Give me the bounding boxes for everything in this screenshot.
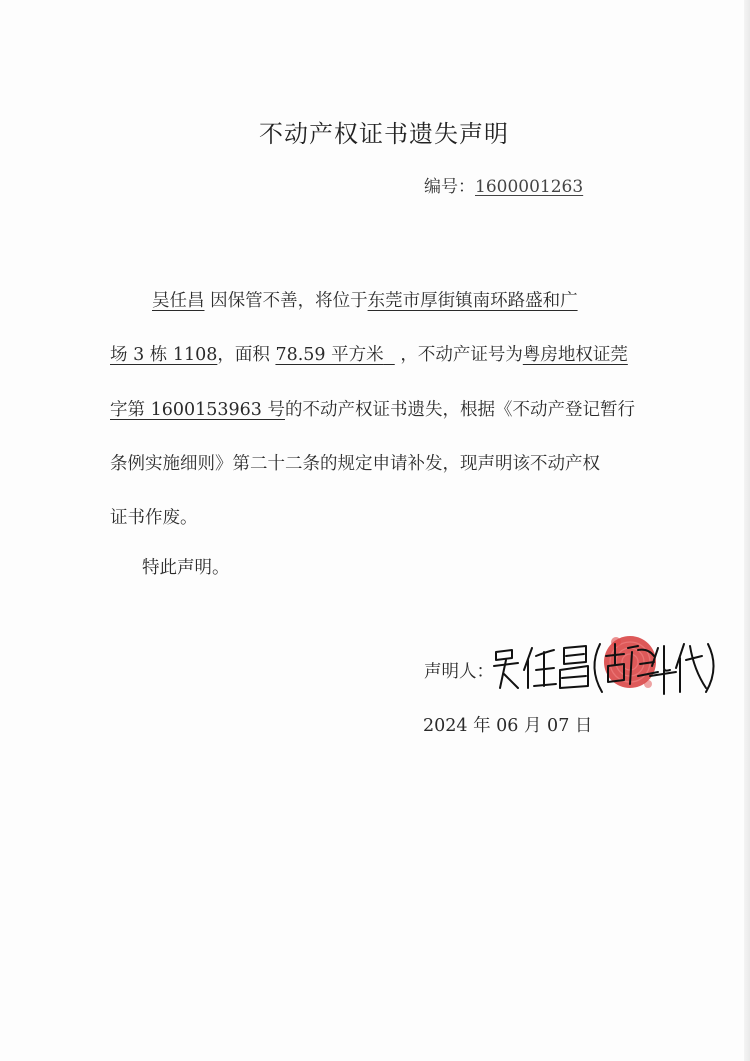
number-label: 编号： [424, 177, 475, 197]
address-part-b: 场 3 栋 1108 [110, 345, 218, 365]
document-title: 不动产权证书遗失声明 [259, 120, 509, 148]
declarant-name: 吴任昌 [152, 291, 205, 311]
body-text-4: 的不动产权证书遗失，根据《不动产登记暂行 [284, 400, 635, 420]
body-line-1 [152, 287, 578, 312]
area-value: 78.59 平方米 [275, 345, 384, 365]
body-line-3 [110, 396, 635, 421]
body-line-5: 证书作废。 [110, 508, 198, 528]
body-line-4: 条例实施细则》第二十二条的规定申请补发，现声明该不动产权 [110, 454, 600, 474]
page-edge-shadow [744, 0, 750, 1061]
body-text-3: ，不动产证号为 [400, 345, 523, 365]
cert-number-b: 字第 1600153963 号 [110, 400, 285, 420]
document-number [424, 172, 583, 197]
signature-with-fingerprint [488, 630, 718, 720]
handwritten-signature [488, 630, 718, 724]
declaration-date: 2024 年 06 月 07 日 [423, 716, 593, 736]
body-text-1: 因保管不善，将位于 [210, 291, 368, 311]
signer-label: 声明人： [424, 662, 494, 682]
address-part-a: 东莞市厚街镇南环路盛和广 [367, 291, 578, 311]
signature-strokes [494, 644, 714, 694]
body-line-2 [110, 341, 628, 366]
cert-number-a: 粤房地权证莞 [522, 345, 628, 365]
closing-statement: 特此声明。 [142, 558, 230, 578]
number-value: 1600001263 [475, 177, 584, 197]
body-text-2: ，面积 [217, 345, 270, 365]
